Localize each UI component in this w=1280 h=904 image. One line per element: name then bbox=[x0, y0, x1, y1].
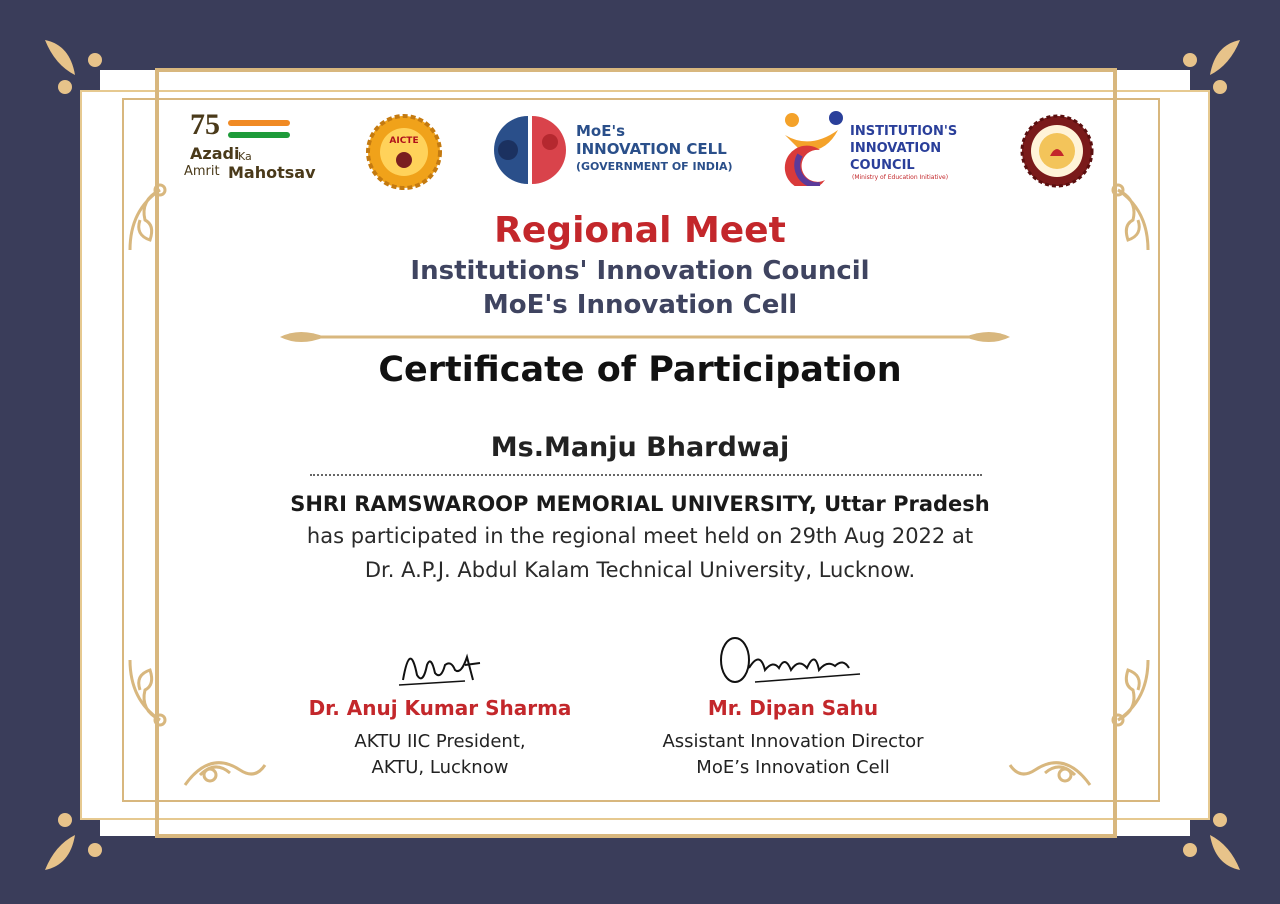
aicte-logo bbox=[366, 114, 442, 190]
side-ornament-right-bottom bbox=[1108, 650, 1158, 740]
signatory-1-name: Dr. Anuj Kumar Sharma bbox=[308, 696, 572, 720]
moe-line3: (GOVERNMENT OF INDIA) bbox=[576, 160, 733, 173]
ornamental-divider bbox=[280, 322, 1010, 352]
iic-line3: COUNCIL bbox=[850, 158, 915, 173]
bottom-swirl-right bbox=[1005, 745, 1095, 795]
moe-subtitle: MoE's Innovation Cell bbox=[482, 290, 798, 320]
institution-name: SHRI RAMSWAROOP MEMORIAL UNIVERSITY, Uttar Pradesh bbox=[290, 492, 990, 516]
iic-emblem-icon bbox=[780, 110, 846, 186]
brain-gear-icon bbox=[488, 112, 572, 188]
signatory-2-role2: MoE’s Innovation Cell bbox=[696, 757, 890, 778]
signatory-2-name: Mr. Dipan Sahu bbox=[707, 696, 879, 720]
moe-line2: INNOVATION CELL bbox=[576, 140, 727, 158]
regional-meet-title: Regional Meet bbox=[494, 210, 786, 251]
moe-innovation-cell-logo bbox=[488, 112, 738, 188]
azadi-ka-amrit-mahotsav-logo bbox=[180, 108, 325, 188]
aicte-badge-text: AICTE bbox=[389, 136, 419, 146]
iic-line1: INSTITUTION'S bbox=[850, 124, 958, 139]
signatory-1-role2: AKTU, Lucknow bbox=[371, 757, 509, 778]
participation-line2: Dr. A.P.J. Abdul Kalam Technical University, Lucknow. bbox=[364, 558, 916, 582]
iic-logo bbox=[780, 110, 980, 190]
certificate-title: Certificate of Participation bbox=[378, 350, 902, 390]
signature-anuj-sharma bbox=[395, 635, 485, 695]
amrit-text: Amrit bbox=[184, 164, 220, 179]
azadi-number: 75 bbox=[190, 108, 220, 141]
signature-dipan-sahu bbox=[715, 630, 865, 690]
signatory-2-role1: Assistant Innovation Director bbox=[662, 731, 924, 752]
participation-line1: has participated in the regional meet held on 29th Aug 2022 at bbox=[306, 524, 974, 548]
flag-stripes bbox=[228, 120, 290, 140]
iic-line4: (Ministry of Education Initiative) bbox=[852, 174, 949, 181]
recipient-name: Ms.Manju Bhardwaj bbox=[490, 432, 790, 463]
signatory-1-role1: AKTU IIC President, bbox=[354, 731, 526, 752]
iic-subtitle: Institutions' Innovation Council bbox=[410, 256, 870, 286]
iic-line2: INNOVATION bbox=[850, 141, 942, 156]
moe-line1: MoE's bbox=[576, 122, 625, 140]
azadi-text: Azadi bbox=[190, 144, 240, 163]
side-ornament-left-bottom bbox=[120, 650, 170, 740]
aktu-seal-logo bbox=[1020, 114, 1094, 188]
mahotsav-text: Mahotsav bbox=[228, 163, 316, 182]
name-underline bbox=[310, 474, 982, 476]
ka-text: Ka bbox=[238, 150, 252, 163]
